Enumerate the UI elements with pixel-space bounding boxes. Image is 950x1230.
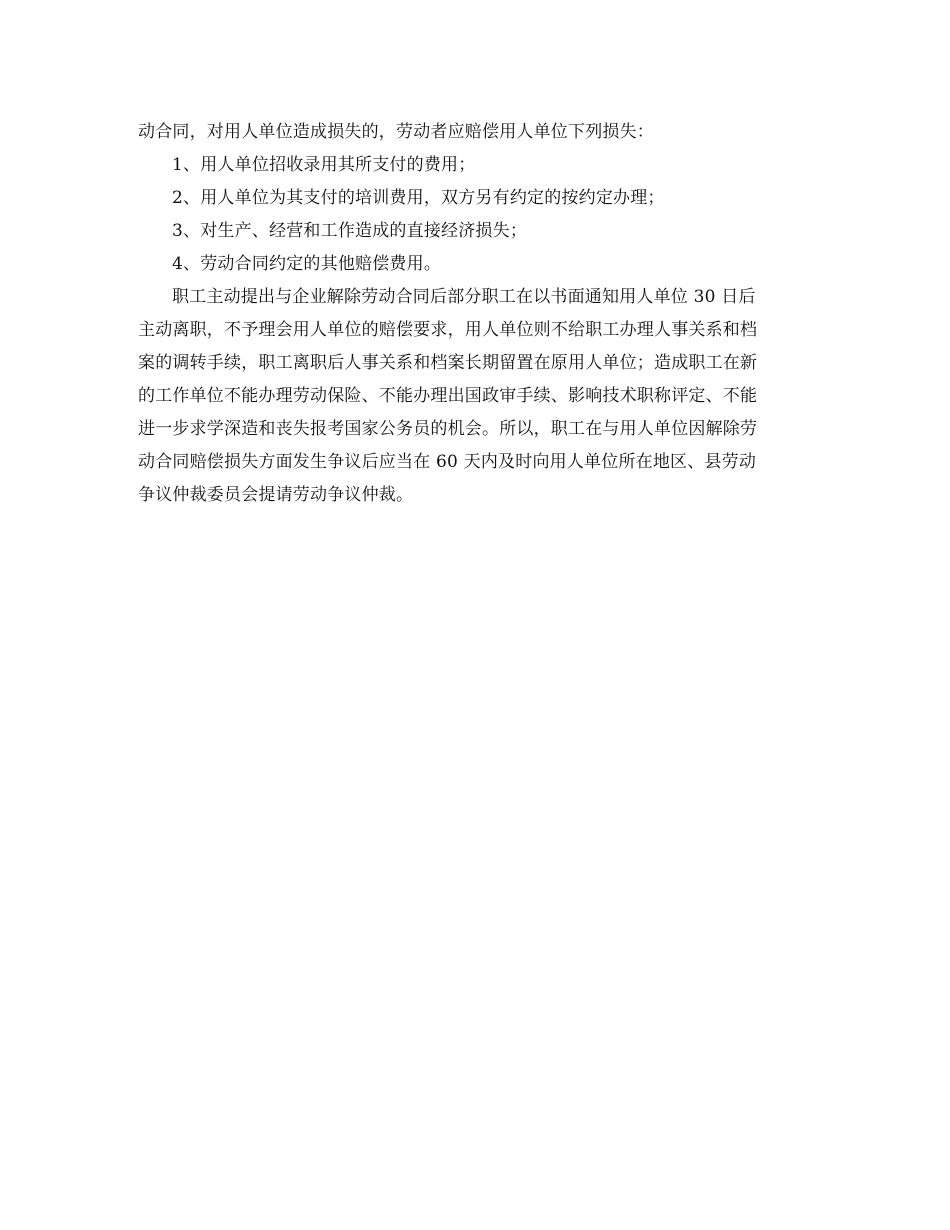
document-body <box>138 116 814 512</box>
list-item-2: 2、用人单位为其支付的培训费用，双方另有约定的按约定办理； <box>172 188 665 208</box>
paragraph-line: 主动离职，不予理会用人单位的赔偿要求，用人单位则不给职工办理人事关系和档 <box>138 320 758 340</box>
paragraph-line: 动合同赔偿损失方面发生争议后应当在 60 天内及时向用人单位所在地区、县劳动 <box>138 452 757 472</box>
list-item-3: 3、对生产、经营和工作造成的直接经济损失； <box>172 221 528 241</box>
paragraph-line: 案的调转手续，职工离职后人事关系和档案长期留置在原用人单位；造成职工在新 <box>138 353 758 373</box>
paragraph-line: 进一步求学深造和丧失报考国家公务员的机会。所以，职工在与用人单位因解除劳 <box>138 419 758 439</box>
paragraph-line: 争议仲裁委员会提请劳动争议仲裁。 <box>138 485 414 505</box>
paragraph-continuation-line: 动合同，对用人单位造成损失的，劳动者应赔偿用人单位下列损失： <box>138 122 654 142</box>
list-item-1: 1、用人单位招收录用其所支付的费用； <box>172 155 476 175</box>
paragraph-line: 职工主动提出与企业解除劳动合同后部分职工在以书面通知用人单位 30 日后 <box>172 287 756 307</box>
list-item-4: 4、劳动合同约定的其他赔偿费用。 <box>172 254 442 274</box>
paragraph-line: 的工作单位不能办理劳动保险、不能办理出国政审手续、影响技术职称评定、不能 <box>138 386 758 406</box>
